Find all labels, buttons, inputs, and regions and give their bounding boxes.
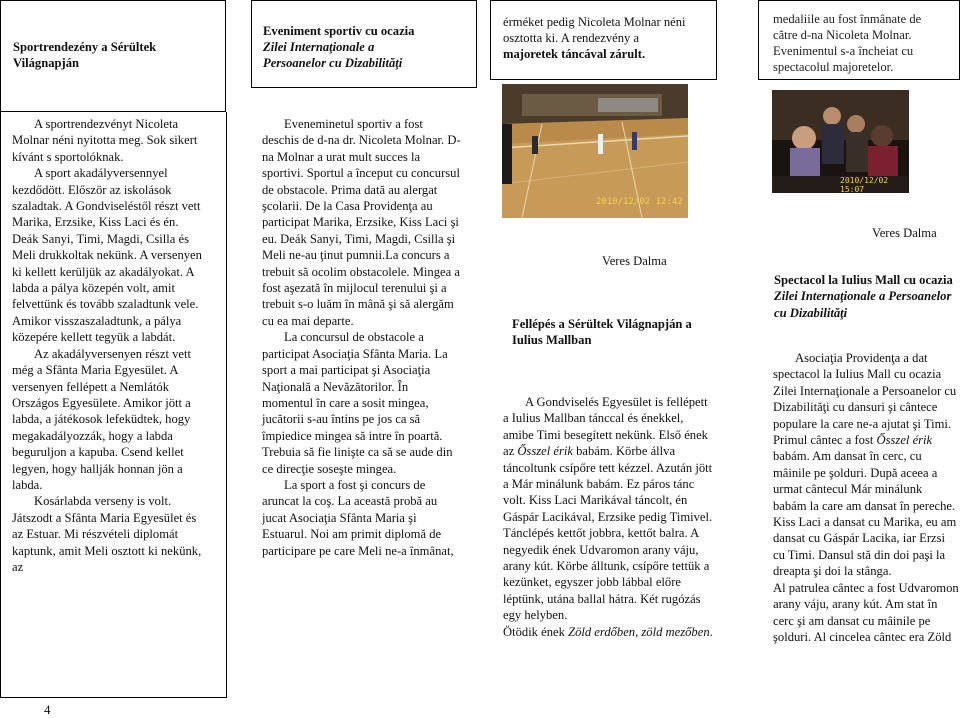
divider-col1-bottom: [0, 697, 227, 698]
paragraph: A sportrendezvényt Nicoleta Molnar néni nyitotta meg. Sok sikert kívánt s sportolóknak.: [12, 117, 198, 164]
divider-col1-left: [0, 112, 1, 697]
paragraph: Asociaţia Providenţa a dat spectacol la Iulius Mall cu ocazia Zilei Internaţionale a Persoanelor cu Dizabilităţi cu dansuri şi cântece populare la care ne-a ajutat şi Timi. Primul cântec a fost Ősszel érik babám. Am dansat în cerc, cu mâinile pe şolduri. După aceea a urmat cântecul Már minálunk babám la care am dansat în pereche. Kiss Laci a dansat cu Marika, eu am dansat cu Gáspár Lacika, iar Erzsi cu Timi. Dansul stă din doi paşi la dreapta şi doi la stânga. Al patrulea cântec a fost Udvaromon arany váju, arany kút. Am stat în cerc şi am dansat cu mâinile pe şolduri. Al cincelea cântec era Zöld: [773, 351, 959, 644]
divider-col1-right: [226, 112, 227, 697]
paragraph: Eveneminetul sportiv a fost deschis de d-na dr. Nicoleta Molnar. D-na Molnar a urat mult succes la sportivi. Sportul a început cu concursul de obstacole. Prima dată au alergat şcolarii. De la Casa Providenţa au participat Marika, Erzsike, Kiss Laci şi eu. Deák Sanyi, Timi, Magdi, Csilla şi Meli ne-au ţinut pumnii.La concurs a trebuit să ocolim obstacolele. Mingea a fost aşezată în mijlocul terenului şi a trebuit s-o luăm în mână şi să alergăm cu ea mai departe.: [262, 117, 461, 328]
photo-gym-obstacle-race: [502, 84, 688, 218]
paragraph: Az akadályversenyen részt vett még a Sfânta Maria Egyesület. A versenyen fellépett a Nemlátók Országos Egyesülete. Amikor jött a labda, a játékosok lefeküdtek, hogy megakadályozzák, hogy a labda beguruljon a kapuba. Csend kellet legyen, hogy hallják honnan jön a labda.: [12, 346, 191, 492]
header-title-col4: [773, 11, 959, 75]
paragraph: Kosárlabda verseny is volt. Játszodt a Sfânta Maria Egyesület és az Estuar. Mi részvételi diplomát kaptunk, amit Meli osztott ki nekünk, az: [12, 494, 202, 574]
header-line: Evenimentul s-a încheiat cu: [773, 44, 914, 58]
photo-timestamp: 2010/12/02 12:42: [596, 197, 683, 207]
header-box-col1: [0, 0, 226, 112]
photo-timestamp: 2010/12/02 15:07: [840, 176, 889, 193]
header-box-col3: [490, 0, 717, 80]
page-number: 4: [44, 702, 51, 717]
header-line: Eveniment sportiv cu ocazia: [263, 24, 415, 38]
header-title-col1: Sportrendezény a Sérültek Világnapján: [13, 40, 157, 70]
header-line: majoretek táncával zárult.: [503, 47, 646, 61]
paragraph: A Gondviselés Egyesület is fellépett a Iulius Mallban tánccal és énekkel, amibe Timi besegített nekünk. Első ének az Ősszel érik babám. Körbe állva táncoltunk csípőre tett kézzel. Azután jött a Már minálunk babám. Ez páros tánc volt. Kiss Laci Marikával táncolt, én Gáspár Lacikával, Erzsike pedig Timivel. Tánclépés kettőt jobbra, kettőt balra. A negyedik ének Udvaromon arany váju, arany kút. Körbe álltunk, csípőre tettük a kezünket, egyszer jobb lábbal előre léptünk, utána ballal hátra. Két rugózás egy helyben. Ötödik ének Zöld erdőben, zöld mezőben.: [503, 395, 713, 639]
article-subtitle-col3: Fellépés a Sérültek Világnapján a Iulius Mallban: [512, 317, 692, 348]
paragraph: A sport akadályversennyel kezdődött. Először az iskolások szaladtak. A Gondviseléstől részt vett Marika, Erzsike, Kiss Laci és én. Deák Sanyi, Timi, Magdi, Csilla és Meli drukkoltak nekünk. A versenyen ki kellett kerüljük az akadályokat. A labda a pálya közepén volt, amit felvettünk és tovább szaladtunk vele. Amikor visszaszaladtunk, a pálya közepére kellett tegyük a labdát.: [12, 166, 202, 345]
header-box-col2: [251, 0, 477, 88]
subtitle-italic: Zilei Internaţionale a Persoanelor cu Dizabilităţi: [774, 289, 952, 320]
photo-majorettes: [772, 90, 909, 193]
author-signature: Veres Dalma: [872, 226, 937, 240]
header-title-col2: [263, 23, 473, 71]
header-line: érméket pedig Nicoleta Molnar néni: [503, 15, 686, 29]
header-line: medaliile au fost înmânate de: [773, 12, 922, 26]
header-title-col3: [503, 14, 713, 62]
article-body-col2: [262, 116, 462, 559]
header-line: Persoanelor cu Dizabilităţi: [263, 56, 403, 70]
header-box-col4: [758, 0, 960, 80]
subtitle-plain: Spectacol la Iulius Mall cu ocazia: [774, 273, 953, 287]
paragraph: La sport a fost şi concurs de aruncat la coş. La această probă au jucat Asociaţia Sfânta Maria şi Estuarul. Noi am primit diplomă de participare pe care Meli ne-a înmânat,: [262, 477, 454, 558]
header-line: Zilei Internaţionale a: [263, 40, 375, 54]
header-line: osztotta ki. A rendezvény a: [503, 31, 640, 45]
author-signature: Veres Dalma: [602, 254, 667, 268]
article-body-col1: [12, 116, 204, 575]
header-line: spectacolul majoretelor.: [773, 60, 894, 74]
article-subtitle-col4: [774, 272, 956, 321]
article-body-col4: [773, 350, 959, 645]
header-line: către d-na Nicoleta Molnar.: [773, 28, 912, 42]
article-body-col3: [503, 394, 715, 640]
paragraph: La concursul de obstacole a participat Asociaţia Sfânta Maria. La sport a mai participat şi Asociaţia Naţională a Nevăzătorilor. În momentul în care a sosit mingea, jucătorii s-au întins pe jos ca să împiedice mingea să intre în poartă. Trebuia să fie linişte ca să se aude din ce direcţie soseşte mingea.: [262, 330, 453, 476]
